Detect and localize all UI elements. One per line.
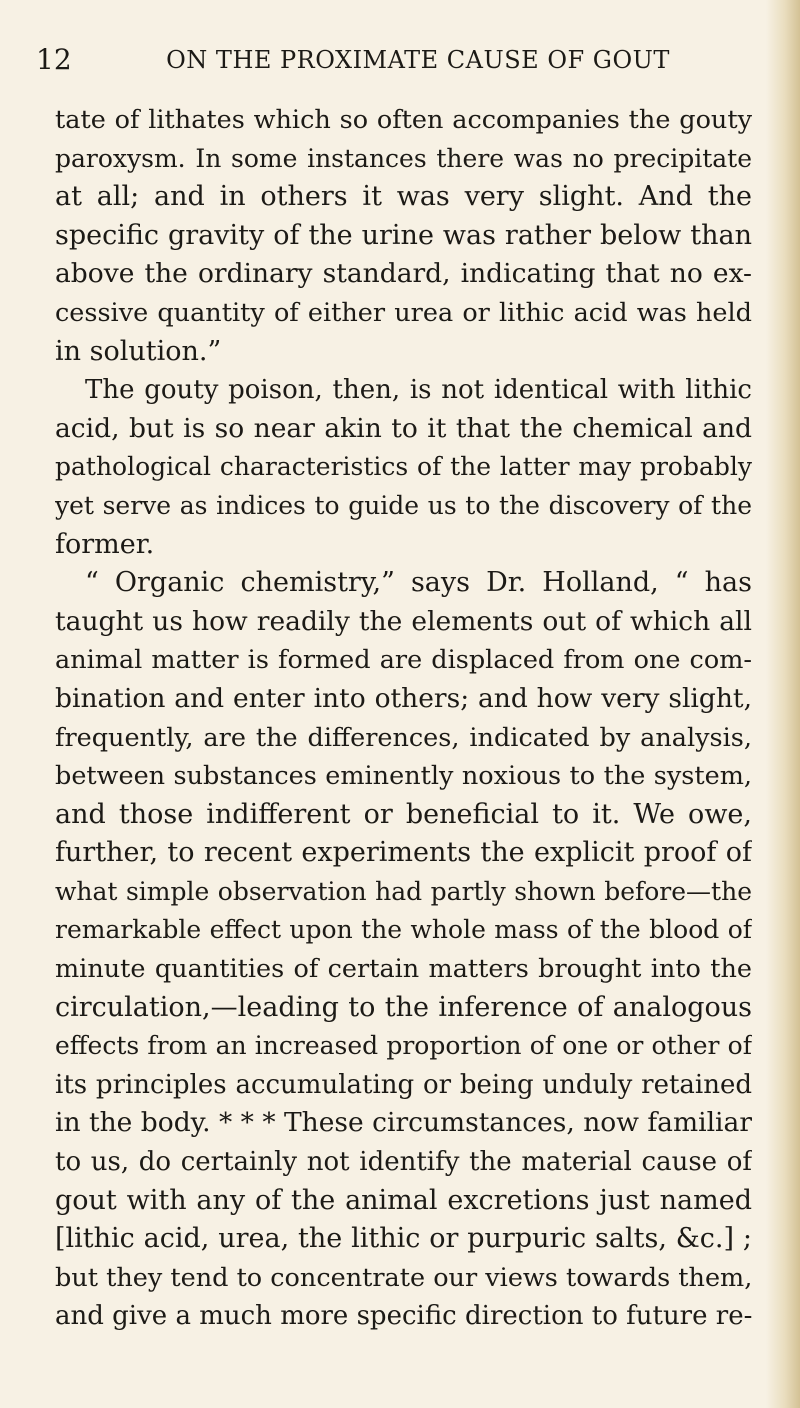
text-line: [lithic acid, urea, the lithic or purpuric salts, &c.] ; (55, 1223, 752, 1255)
text-line: circulation,—leading to the inference of analogous (55, 991, 752, 1023)
text-line: in the body. * * * These circumstances, now familiar (55, 1107, 752, 1139)
text-line: in solution.” (55, 335, 222, 367)
text-line: frequently, are the differences, indicated by analysis, (55, 722, 752, 753)
text-line: bination and enter into others; and how very slight, (55, 682, 752, 714)
text-line: acid, but is so near akin to it that the chemical and (55, 412, 752, 444)
text-line: gout with any of the animal excretions just named (55, 1184, 752, 1216)
text-line: specific gravity of the urine was rather below than (55, 219, 752, 251)
running-head (36, 40, 740, 80)
page-edge-shadow (766, 0, 800, 1408)
text-line: The gouty poison, then, is not identical with lithic (85, 375, 752, 406)
text-line: further, to recent experiments the explicit proof of (55, 837, 752, 869)
text-line: tate of lithates which so often accompanies the gouty (55, 105, 752, 135)
text-line: and those indifferent or beneficial to it. We owe, (55, 798, 752, 830)
text-line: “ Organic chemistry,” says Dr. Holland, “ has (85, 567, 752, 599)
page-number: 12 (36, 43, 72, 76)
text-line: what simple observation had partly shown before—the (55, 876, 752, 906)
text-line: yet serve as indices to guide us to the discovery of the (55, 490, 752, 520)
text-line: former. (55, 528, 155, 560)
text-line: between substances eminently noxious to the system, (55, 761, 752, 792)
text-line: cessive quantity of either urea or lithic acid was held (55, 297, 752, 328)
text-line: effects from an increased proportion of one or other of (55, 1031, 752, 1061)
text-line: at all; and in others it was very slight. And the (55, 181, 752, 213)
text-line: paroxysm. In some instances there was no precipitate (55, 143, 752, 173)
body-text (55, 101, 752, 1336)
text-line: minute quantities of certain matters brought into the (55, 954, 752, 985)
text-line: pathological characteristics of the latter may probably (55, 452, 752, 482)
text-line: but they tend to concentrate our views towards them, (55, 1262, 752, 1293)
text-line: above the ordinary standard, indicating that no ex- (55, 258, 752, 290)
text-line: animal matter is formed are displaced from one com- (55, 645, 752, 676)
text-line: taught us how readily the elements out of which all (55, 605, 752, 637)
text-line: to us, do certainly not identify the material cause of (55, 1147, 752, 1178)
text-line: remarkable effect upon the whole mass of the blood of (55, 915, 752, 945)
running-title: ON THE PROXIMATE CAUSE OF GOUT (166, 46, 670, 74)
text-line: and give a much more specific direction to future re- (55, 1301, 752, 1332)
text-line: its principles accumulating or being unduly retained (55, 1069, 752, 1100)
